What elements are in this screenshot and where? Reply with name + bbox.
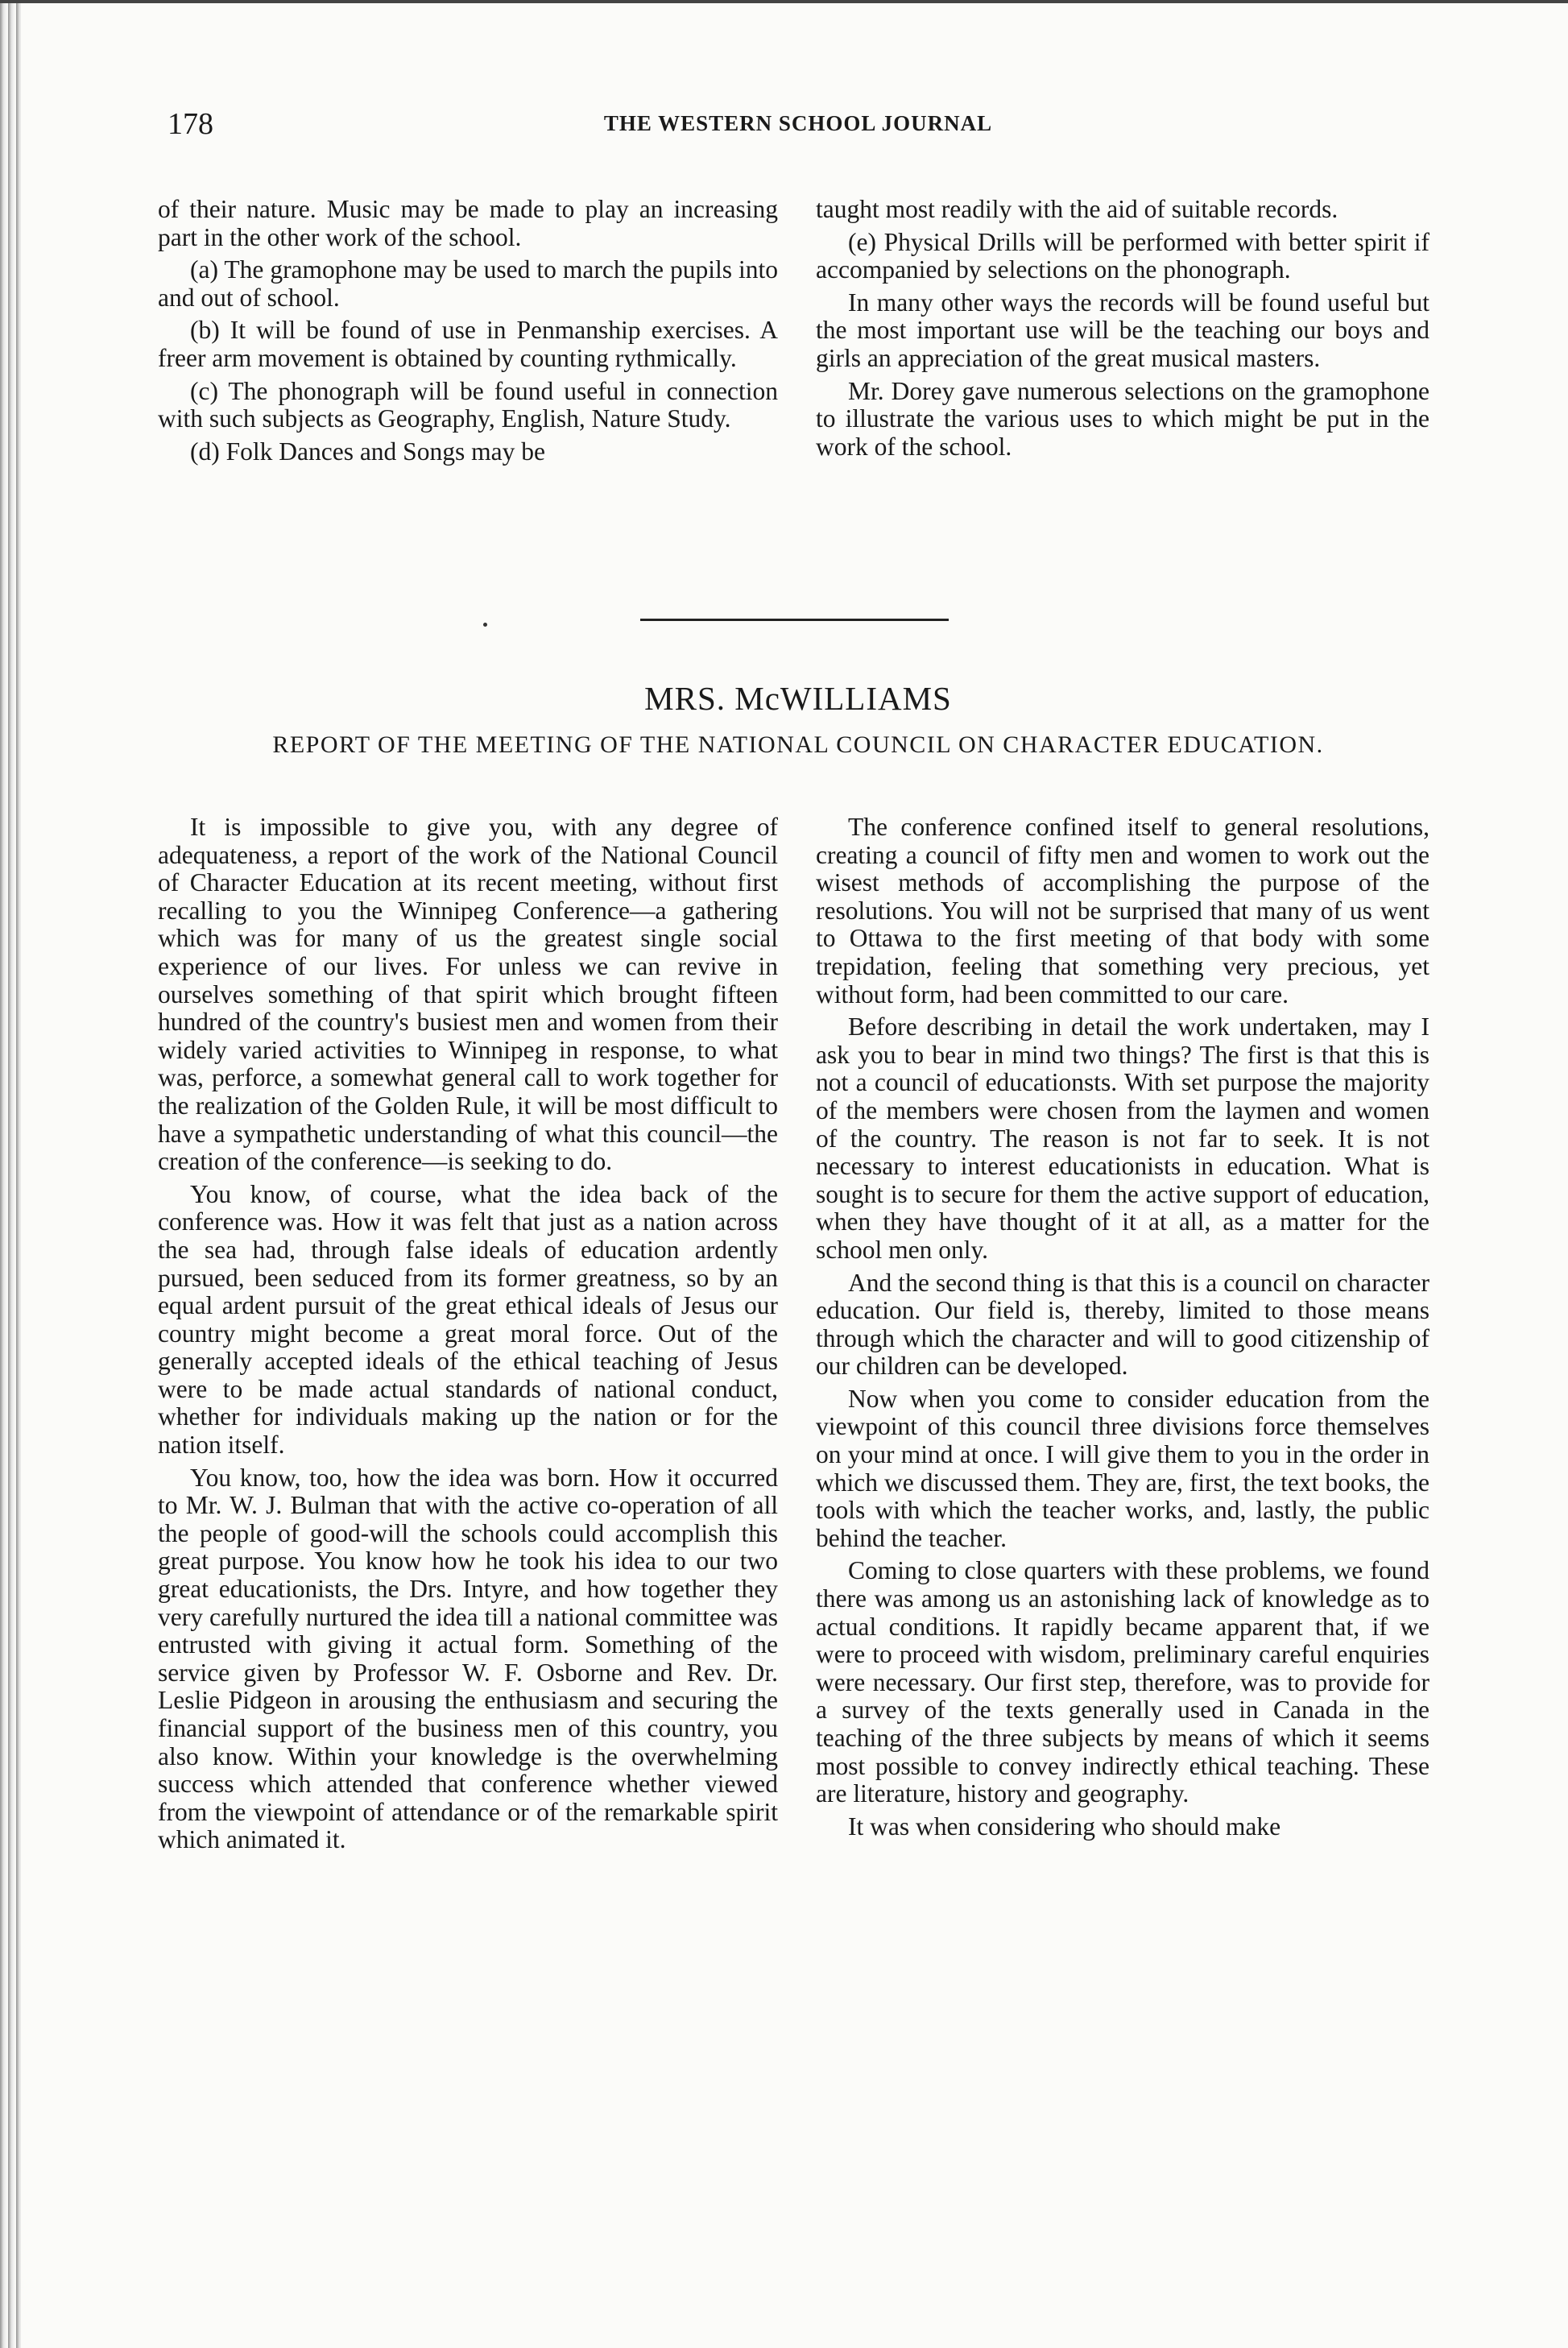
top-border-rule bbox=[0, 0, 1568, 3]
paragraph: Before describing in detail the work undertaken, may I ask you to bear in mind two things? The first is that this is not a council of educationsts. With set purpose the majority of the members were chosen from the laymen and women of the country. The reason is not far to seek. It is not necessary to interest educationists in education. What is sought is to secure for them the active support of education, when they have thought of it at all, as a matter for the school men only. bbox=[816, 1012, 1429, 1264]
paragraph: Now when you come to consider education from the viewpoint of this council three divisions force themselves on your mind at once. I will give them to you in the order in which we discussed them. They are, first, the text books, the tools with which the teacher works, and, lastly, the public behind the teacher. bbox=[816, 1384, 1429, 1552]
paragraph: You know, of course, what the idea back of the conference was. How it was felt that just as a nation across the sea had, through false ideals of education ardently pursued, been seduced from its former greatness, so by an equal ardent pursuit of the great ethical ideals of Jesus our country might become a great moral force. Out of the generally accepted ideals of the ethical teaching of Jesus were to be made actual standards of national conduct, whether for individuals making up the nation or for the nation itself. bbox=[158, 1179, 778, 1460]
paragraph: (a) The gramophone may be used to march the pupils into and out of school. bbox=[158, 255, 778, 312]
paragraph: of their nature. Music may be made to play an increasing part in the other work of the school. bbox=[158, 195, 778, 251]
paragraph: Coming to close quarters with these problems, we found there was among us an astonishing lack of knowledge as to actual conditions. It rapidly became apparent that, if we were to proceed with wisdom, preliminary careful enquiries were necessary. Our first step, therefore, was to provide for a survey of the texts generally used in Canada in the teaching of the three subjects by means of which it seems most possible to convey indirectly ethical teaching. These are literature, history and geography. bbox=[816, 1556, 1429, 1808]
running-head bbox=[168, 106, 1429, 147]
paragraph: And the second thing is that this is a council on character education. Our field is, thereby, limited to those means through which the character and will to good citizenship of our children can be developed. bbox=[816, 1268, 1429, 1381]
paragraph: (b) It will be found of use in Penmanship exercises. A freer arm movement is obtained by counting rythmically. bbox=[158, 316, 778, 372]
paragraph: (d) Folk Dances and Songs may be bbox=[190, 437, 545, 466]
top-left-column bbox=[158, 196, 778, 470]
journal-title: THE WESTERN SCHOOL JOURNAL bbox=[603, 111, 993, 135]
article-title: MRS. McWILLIAMS bbox=[644, 680, 952, 717]
page-number: 178 bbox=[168, 107, 213, 141]
scan-binding-edge bbox=[0, 0, 21, 2348]
paragraph: (e) Physical Drills will be performed with better spirit if accompanied by selections on the phonograph. bbox=[816, 227, 1429, 284]
paragraph: Mr. Dorey gave numerous selections on the gramophone to illustrate the various uses to which might be put in the work of the school. bbox=[816, 376, 1429, 461]
paragraph: It was when considering who should make bbox=[848, 1812, 1281, 1841]
article-right-column bbox=[816, 814, 1429, 1845]
paragraph: In many other ways the records will be found useful but the most important use will be the teaching our boys and girls an appreciation of the great musical masters. bbox=[816, 288, 1429, 372]
paragraph: It is impossible to give you, with any degree of adequateness, a report of the work of the National Council of Character Education at its recent meeting, without first recalling to you the Winnipeg Conference—a gathering which was for many of us the greatest single social experience of our lives. For unless we can revive in ourselves something of that spirit which brought fifteen hundred of the country's busiest men and women from their widely varied activities to Winnipeg in response, to what was, perforce, a somewhat general call to work together for the realization of the Golden Rule, it will be most difficult to have a sympathetic understanding of what this council—the creation of the conference—is seeking to do. bbox=[158, 813, 778, 1176]
ink-speck bbox=[483, 623, 487, 627]
paragraph: taught most readily with the aid of suitable records. bbox=[816, 195, 1338, 223]
top-right-column bbox=[816, 196, 1429, 466]
article-left-column bbox=[158, 814, 778, 1859]
paragraph: You know, too, how the idea was born. How it occurred to Mr. W. J. Bulman that with the active co-operation of all the people of good-will the schools could accomplish this great purpose. You know how he took his idea to our two great educationists, the Drs. Intyre, and how together they very carefully nurtured the idea till a national committee was entrusted with giving it actual form. Something of the service given by Professor W. F. Osborne and Rev. Dr. Leslie Pidgeon in arousing the enthusiasm and securing the financial support of the business men of this country, you also know. Within your knowledge is the overwhelming success which attended that conference whether viewed from the viewpoint of attendance or of the remarkable spirit which animated it. bbox=[158, 1463, 778, 1854]
article-subtitle: REPORT OF THE MEETING OF THE NATIONAL COUNCIL ON CHARACTER EDUCATION. bbox=[272, 731, 1324, 758]
paragraph: The conference confined itself to general resolutions, creating a council of fifty men and women to work out the wisest methods of accomplishing the purpose of the resolutions. You will not be surprised that many of us went to Ottawa to the first meeting of that body with some trepidation, feeling that something very precious, yet without form, had been committed to our care. bbox=[816, 813, 1429, 1008]
paragraph: (c) The phonograph will be found useful in connection with such subjects as Geography, English, Nature Study. bbox=[158, 376, 778, 433]
section-divider bbox=[640, 619, 949, 621]
